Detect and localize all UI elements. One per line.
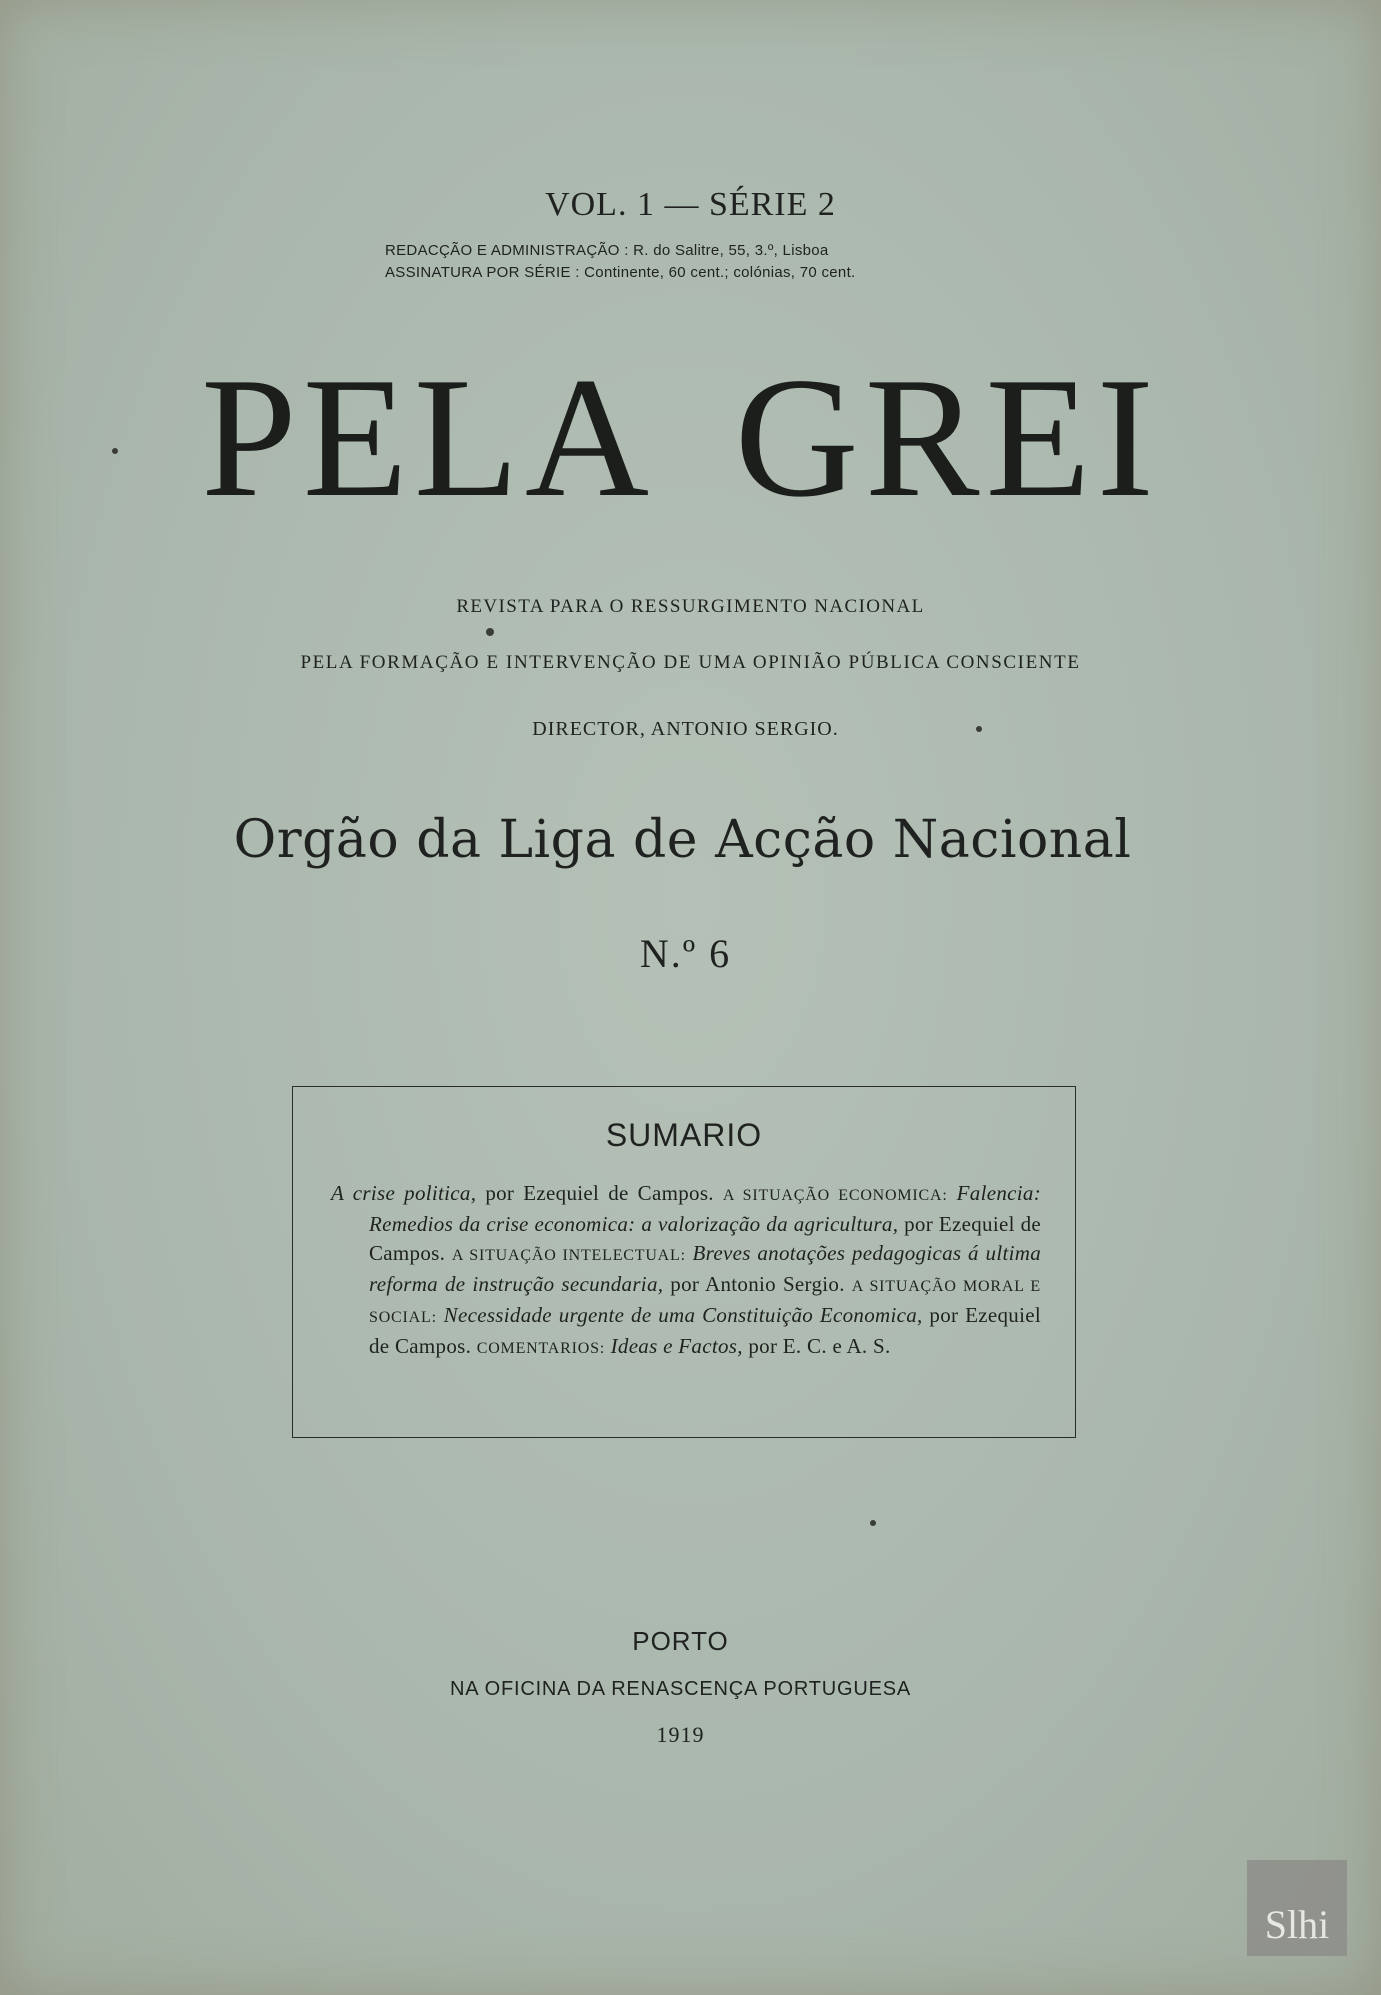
summary-contents: [331, 1179, 1041, 1363]
summary-entry-title: Necessidade urgente de uma Constituição Economica,: [436, 1303, 923, 1327]
summary-entry-title: A crise politica,: [331, 1181, 477, 1205]
publication-year: 1919: [656, 1722, 705, 1747]
summary-entry-author: por E. C. e A. S.: [742, 1334, 891, 1358]
summary-heading: SUMARIO: [605, 1117, 763, 1153]
summary-paragraph: [331, 1179, 1041, 1363]
issue-number: N.º 6: [639, 931, 732, 976]
summary-entry-author: por Ezequiel de Campos.: [369, 1212, 1041, 1265]
redaccao-value: R. do Salitre, 55, 3.º, Lisboa: [633, 242, 829, 259]
printer-line: NA OFICINA DA RENASCENÇA PORTUGUESA: [449, 1678, 912, 1700]
summary-box: [292, 1086, 1076, 1438]
redaccao-label: REDACÇÃO E ADMINISTRAÇÃO :: [385, 242, 629, 259]
summary-entry-title: Ideas e Factos,: [605, 1334, 743, 1358]
summary-section: A SITUAÇÃO ECONOMICA:: [722, 1187, 948, 1204]
assinatura-line: [385, 262, 1005, 284]
publication-place: PORTO: [632, 1626, 729, 1656]
summary-entry-author: por Ezequiel de Campos.: [369, 1303, 1041, 1358]
ink-speck: [112, 448, 118, 454]
director-line: DIRECTOR, ANTONIO SERGIO.: [532, 718, 839, 740]
summary-entry-title: Falencia: Remedios da crise economica: a valorização da agricultura,: [369, 1181, 1041, 1236]
assinatura-label: ASSINATURA POR SÉRIE :: [385, 264, 580, 281]
imprint: [385, 240, 1005, 284]
organ-line: Orgão da Liga de Acção Nacional: [233, 810, 1132, 870]
summary-entry-author: por Ezequiel de Campos.: [476, 1181, 723, 1205]
summary-section: COMENTARIOS:: [476, 1340, 606, 1357]
journal-mission: PELA FORMAÇÃO E INTERVENÇÃO DE UMA OPINIÃO PÚBLICA CONSCIENTE: [300, 652, 1081, 673]
assinatura-value: Continente, 60 cent.; colónias, 70 cent.: [584, 264, 856, 281]
summary-entry-author: por Antonio Sergio.: [663, 1272, 852, 1296]
volume-series: VOL. 1 — SÉRIE 2: [545, 186, 836, 223]
summary-entry-title: Breves anotações pedagogicas á ultima reforma de instrução secundaria,: [369, 1241, 1041, 1296]
ink-speck: [870, 1520, 876, 1526]
summary-section: A SITUAÇÃO INTELECTUAL:: [451, 1247, 686, 1264]
journal-subtitle: REVISTA PARA O RESSURGIMENTO NACIONAL: [456, 596, 925, 617]
redaccao-line: [385, 240, 1005, 262]
ink-speck: [486, 628, 494, 636]
summary-section: A SITUAÇÃO MORAL E SOCIAL:: [369, 1278, 1041, 1326]
ink-speck: [976, 726, 982, 732]
journal-title: PELA GREI: [201, 343, 1160, 533]
archive-watermark: Slhi: [1247, 1860, 1347, 1956]
